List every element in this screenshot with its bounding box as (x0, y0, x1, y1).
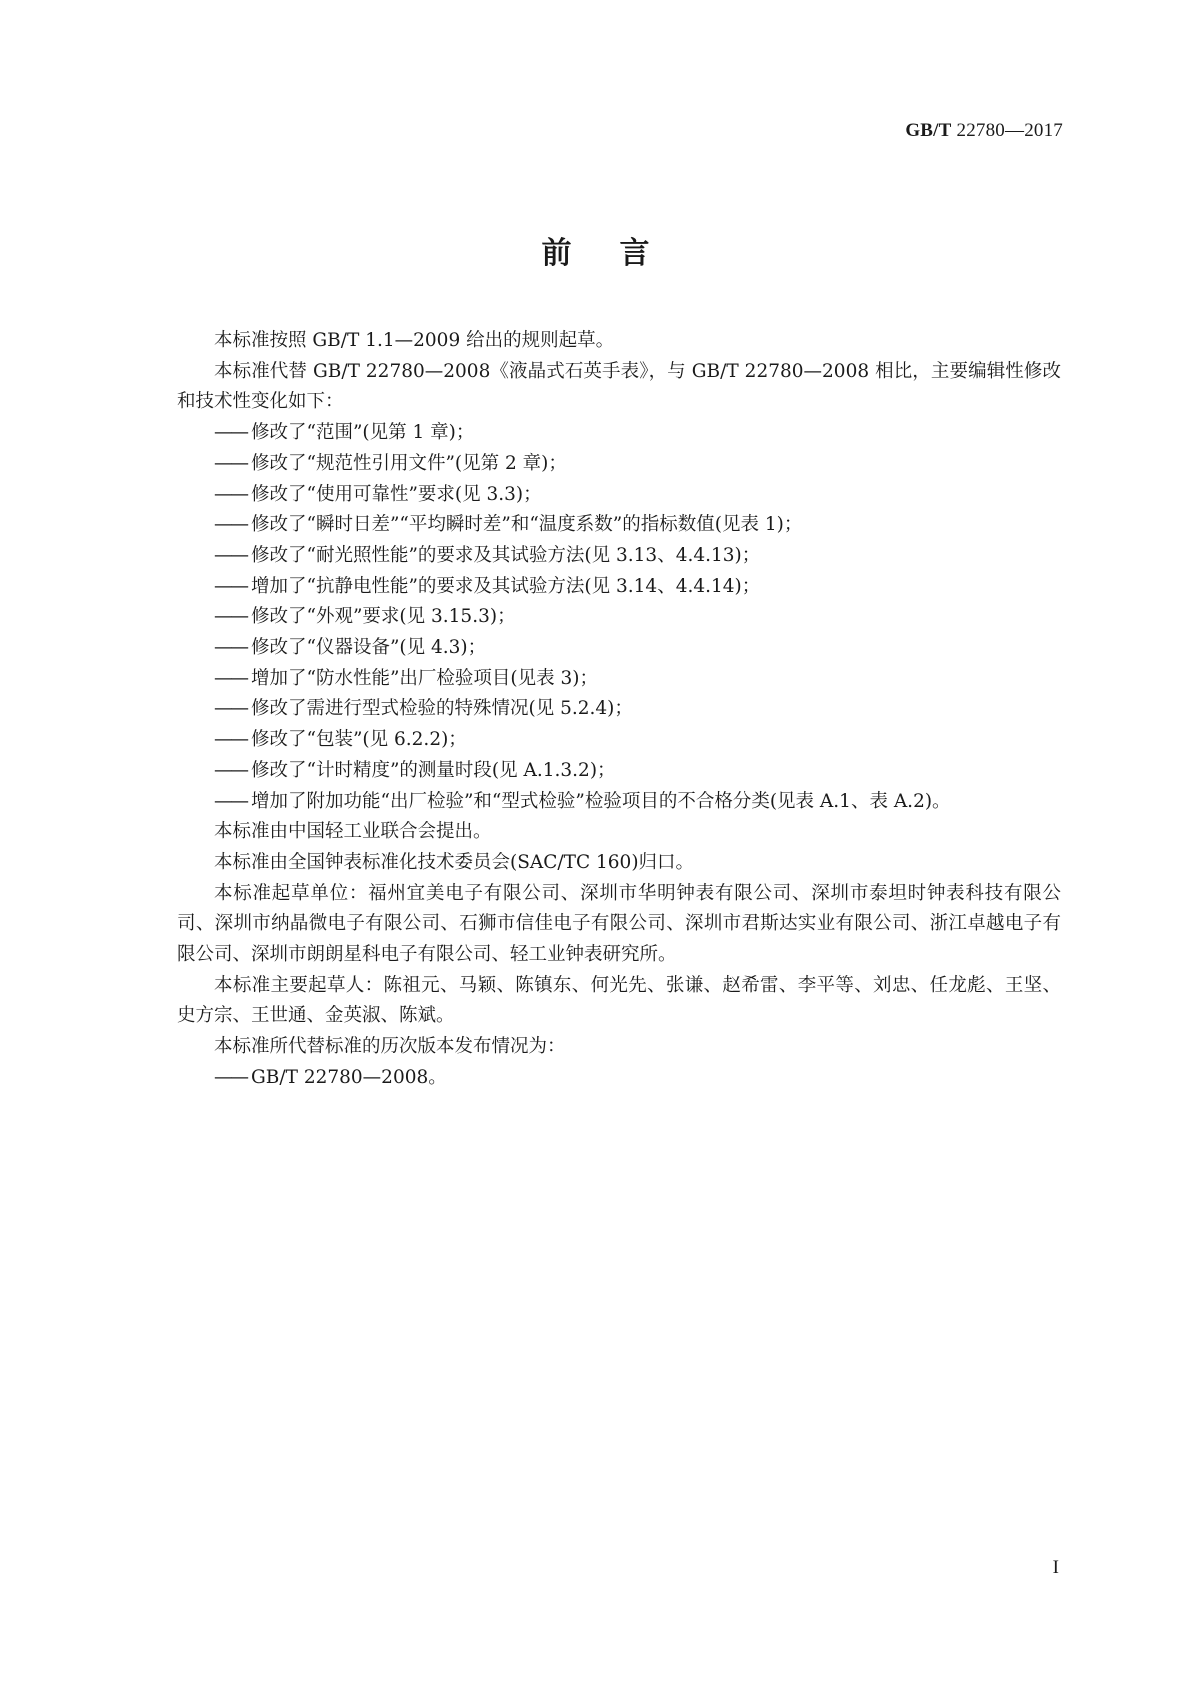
paragraph-edition-history: 本标准所代替标准的历次版本发布情况为： (214, 1036, 566, 1058)
change-item (177, 633, 1061, 664)
dash-mark: —— (214, 514, 247, 536)
standard-number: 22780—2017 (956, 120, 1063, 141)
change-item (177, 602, 1061, 633)
change-item (177, 480, 1061, 511)
paragraph-replacement: 本标准代替 GB/T 22780—2008《液晶式石英手表》，与 GB/T 22780—2008 相比，主要编辑性修改和技术性变化如下： (177, 360, 1061, 413)
change-item-text: 修改了需进行型式检验的特殊情况(见 5.2.4)； (251, 698, 633, 720)
dash-mark: —— (214, 452, 247, 474)
change-item (177, 756, 1061, 787)
paragraph-drafters: 本标准主要起草人：陈祖元、马颖、陈镇东、何光先、张谦、赵希雷、李平等、刘忠、任龙彪、王坚、史方宗、王世通、金英淑、陈斌。 (177, 974, 1061, 1027)
dash-mark: —— (214, 544, 247, 566)
paragraph-responsible-committee: 本标准由全国钟表标准化技术委员会(SAC/TC 160)归口。 (214, 851, 695, 873)
change-item-text: 修改了“使用可靠性”要求(见 3.3)； (251, 483, 542, 505)
change-item (177, 541, 1061, 572)
previous-edition-text: GB/T 22780—2008。 (251, 1066, 447, 1088)
dash-mark: —— (214, 729, 247, 751)
dash-mark: —— (214, 575, 247, 597)
dash-mark: —— (214, 606, 247, 628)
change-item (177, 787, 1061, 818)
change-item-text: 修改了“包装”(见 6.2.2)； (251, 729, 467, 751)
dash-mark: —— (214, 483, 247, 505)
change-item-text: 增加了“抗静电性能”的要求及其试验方法(见 3.14、4.4.14)； (251, 575, 761, 597)
dash-mark: —— (214, 637, 247, 659)
change-item-text: 修改了“耐光照性能”的要求及其试验方法(见 3.13、4.4.13)； (251, 544, 761, 566)
change-item (177, 418, 1061, 449)
change-list (177, 418, 1061, 817)
dash-mark: —— (214, 698, 247, 720)
change-item (177, 510, 1061, 541)
dash-mark: —— (214, 759, 247, 781)
page-number: I (1052, 1557, 1059, 1578)
change-item (177, 725, 1061, 756)
change-item (177, 664, 1061, 695)
change-item (177, 572, 1061, 603)
foreword-body (177, 326, 1061, 1094)
change-item-text: 修改了“计时精度”的测量时段(见 A.1.3.2)； (251, 759, 616, 781)
change-item (177, 694, 1061, 725)
standard-code: GB/T (905, 120, 952, 141)
change-item-text: 修改了“瞬时日差”“平均瞬时差”和“温度系数”的指标数值(见表 1)； (251, 514, 803, 536)
change-item-text: 增加了“防水性能”出厂检验项目(见表 3)； (251, 667, 599, 689)
standard-number-header (905, 120, 1063, 142)
dash-mark: —— (214, 790, 247, 812)
paragraph-drafting-units: 本标准起草单位：福州宜美电子有限公司、深圳市华明钟表有限公司、深圳市泰坦时钟表科技有限公司、深圳市纳晶微电子有限公司、石狮市信佳电子有限公司、深圳市君斯达实业有限公司、浙江卓越电子有限公司、深圳市朗朗星科电子有限公司、轻工业钟表研究所。 (177, 882, 1061, 966)
previous-edition-item (177, 1063, 1061, 1094)
change-item-text: 修改了“规范性引用文件”(见第 2 章)； (251, 452, 567, 474)
dash-mark: —— (214, 1066, 247, 1088)
dash-mark: —— (214, 422, 247, 444)
paragraph-proposer: 本标准由中国轻工业联合会提出。 (214, 821, 492, 843)
paragraph-drafting-rules: 本标准按照 GB/T 1.1—2009 给出的规则起草。 (214, 330, 615, 351)
change-item (177, 449, 1061, 480)
dash-mark: —— (214, 667, 247, 689)
change-item-text: 修改了“范围”(见第 1 章)； (251, 422, 475, 444)
change-item-text: 修改了“仪器设备”(见 4.3)； (251, 637, 487, 659)
change-item-text: 修改了“外观”要求(见 3.15.3)； (251, 606, 516, 628)
change-item-text: 增加了附加功能“出厂检验”和“型式检验”检验项目的不合格分类(见表 A.1、表 A.2)。 (251, 790, 951, 812)
page-title: 前言 (541, 236, 698, 271)
